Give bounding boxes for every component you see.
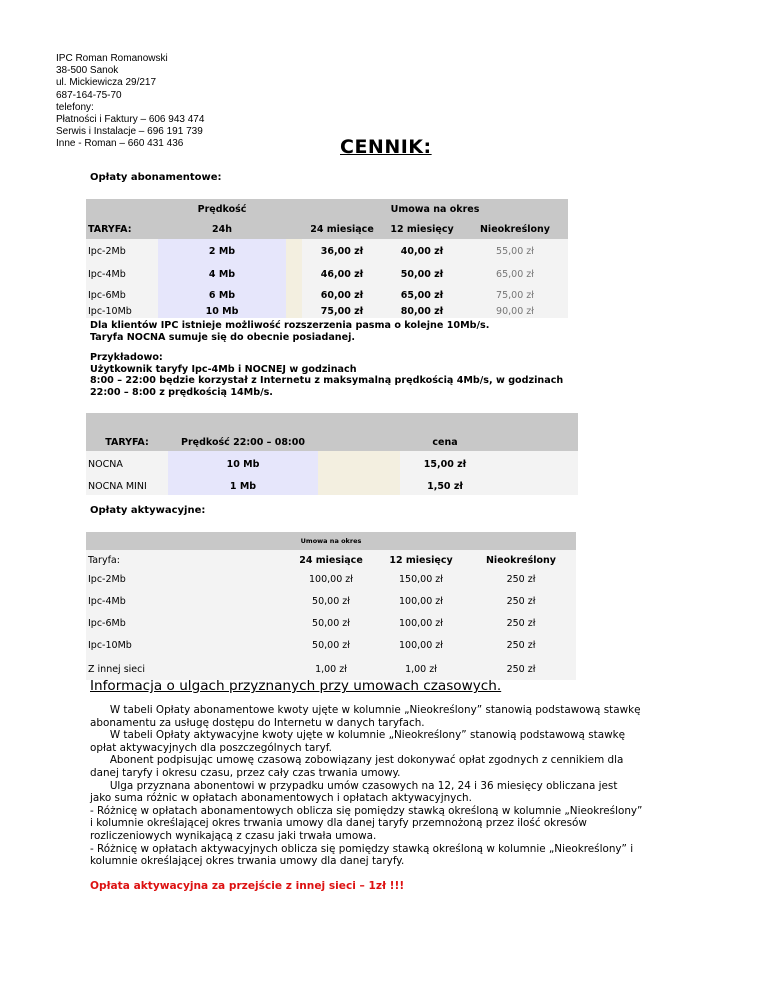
- info-line: rozliczeniowych wynikającą z czasu jaki trwała umowa.: [90, 829, 377, 842]
- price-open-ended: 90,00 zł: [496, 305, 534, 317]
- speed-cell: 4 Mb: [158, 263, 286, 286]
- column-open-ended: Nieokreślony: [485, 554, 557, 566]
- speed-cell: 1 Mb: [168, 477, 318, 495]
- speed-column-header: Prędkość 22:00 – 08:00: [181, 436, 305, 448]
- price-24-months: 1,00 zł: [315, 663, 347, 675]
- tariff-name: Ipc-10Mb: [88, 305, 132, 317]
- note-line: Dla klientów IPC istnieje możliwość rozszerzenia pasma o kolejne 10Mb/s.: [90, 320, 490, 331]
- subscription-table: [86, 199, 568, 318]
- note-line: Taryfa NOCNA sumuje się do obecnie posiadanej.: [90, 331, 356, 343]
- activation-heading: Opłaty aktywacyjne:: [90, 505, 206, 516]
- note-line: Przykładowo:: [90, 352, 163, 363]
- info-line: - Różnicę w opłatach abonamentowych oblicza się pomiędzy stawką określoną w kolumnie „Nieokreślony”: [90, 804, 643, 817]
- table-row: [86, 614, 576, 632]
- info-line: Abonent podpisując umowę czasową zobowiązany jest dokonywać opłat zgodnych z cennikiem dla: [90, 754, 624, 767]
- table-row: [86, 570, 576, 588]
- price-open-ended: 250 zł: [506, 639, 536, 651]
- info-line: W tabeli Opłaty aktywacyjne kwoty ujęte w kolumnie „Nieokreślony” stanowią podstawową stawkę: [90, 729, 625, 742]
- address-line: 687-164-75-70: [56, 89, 122, 101]
- tariff-name: Z innej sieci: [88, 663, 146, 675]
- price-12-months: 150,00 zł: [399, 573, 443, 585]
- info-line: i kolumnie określającej okres trwania umowy dla danej taryfy przemnożoną przez ilość okresów: [90, 817, 587, 830]
- price-24-months: 60,00 zł: [320, 289, 364, 301]
- tariff-column-header: TARYFA:: [88, 223, 132, 235]
- tariff-name: Ipc-4Mb: [88, 269, 126, 280]
- note-line: 22:00 – 8:00 z prędkością 14Mb/s.: [90, 386, 273, 398]
- column-24h: 24h: [212, 223, 232, 235]
- table-row: [86, 451, 578, 477]
- price-cell: 15,00 zł: [423, 458, 467, 470]
- price-open-ended: 55,00 zł: [496, 245, 534, 257]
- price-12-months: 100,00 zł: [399, 617, 443, 629]
- tariff-name: Ipc-6Mb: [88, 617, 126, 629]
- contract-header: Umowa na okres: [390, 203, 480, 215]
- extension-note: [90, 320, 489, 343]
- info-line: W tabeli Opłaty abonamentowe kwoty ujęte w kolumnie „Nieokreślony” stanowią podstawową stawkę: [90, 704, 641, 716]
- price-12-months: 100,00 zł: [399, 595, 443, 607]
- tariff-column-header: TARYFA:: [105, 436, 149, 448]
- info-paragraph: [90, 704, 642, 868]
- night-tariff-table: [86, 413, 578, 495]
- price-open-ended: 65,00 zł: [496, 269, 534, 280]
- table-row: [86, 477, 578, 495]
- price-12-months: 40,00 zł: [400, 245, 444, 257]
- price-12-months: 80,00 zł: [400, 305, 444, 317]
- price-12-months: 65,00 zł: [400, 289, 444, 301]
- table-row: [86, 632, 576, 658]
- tariff-name: NOCNA: [88, 458, 123, 470]
- price-open-ended: 250 zł: [506, 595, 536, 607]
- price-open-ended: 250 zł: [506, 663, 536, 675]
- column-24-months: 24 miesiące: [299, 554, 363, 566]
- price-24-months: 75,00 zł: [320, 305, 364, 317]
- address-block: [56, 53, 204, 151]
- info-line: opłat aktywacyjnych dla poszczególnych taryf.: [90, 741, 332, 754]
- activation-table: [86, 532, 576, 680]
- column-open-ended: Nieokreślony: [479, 223, 551, 235]
- tariff-name: NOCNA MINI: [88, 480, 147, 492]
- page-title: CENNIK:: [340, 136, 432, 158]
- column-24-months: 24 miesiące: [310, 223, 374, 235]
- speed-cell: 2 Mb: [158, 239, 286, 263]
- info-line: kolumnie określającej okres trwania umowy dla danej taryfy.: [90, 855, 405, 868]
- price-12-months: 100,00 zł: [399, 639, 443, 651]
- column-12-months: 12 miesięcy: [390, 223, 454, 235]
- address-line: ul. Mickiewicza 29/217: [56, 77, 157, 89]
- address-line: Serwis i Instalacje – 696 191 739: [56, 126, 203, 138]
- price-24-months: 100,00 zł: [309, 573, 353, 585]
- price-12-months: 50,00 zł: [400, 269, 444, 280]
- info-heading: Informacja o ulgach przyznanych przy umowach czasowych.: [90, 678, 502, 694]
- address-line: Płatności i Faktury – 606 943 474: [56, 114, 205, 126]
- price-24-months: 46,00 zł: [320, 269, 364, 280]
- price-24-months: 50,00 zł: [312, 617, 350, 629]
- address-line: 38-500 Sanok: [56, 65, 119, 77]
- price-open-ended: 250 zł: [506, 573, 536, 585]
- column-12-months: 12 miesięcy: [389, 554, 453, 566]
- info-line: Ulga przyznana abonentowi w przypadku umów czasowych na 12, 24 i 36 miesięcy obliczana jest: [90, 779, 618, 792]
- table-row: [86, 239, 568, 263]
- address-line: IPC Roman Romanowski: [56, 53, 168, 64]
- info-line: danej taryfy i okresu czasu, przez cały czas trwania umowy.: [90, 766, 401, 779]
- tariff-name: Ipc-10Mb: [88, 639, 132, 651]
- table-row: [86, 286, 568, 304]
- tariff-name: Ipc-4Mb: [88, 595, 126, 607]
- info-line: jako suma różnic w opłatach abonamentowych i opłatach aktywacyjnych.: [90, 792, 472, 805]
- table-row: [86, 263, 568, 286]
- contract-header: Umowa na okres: [300, 537, 362, 545]
- info-line: - Różnicę w opłatach aktywacyjnych oblicza się pomiędzy stawką określoną w kolumnie „Nieokreślony” i: [90, 842, 634, 855]
- tariff-name: Ipc-2Mb: [88, 245, 126, 257]
- subscription-heading: Opłaty abonamentowe:: [90, 172, 222, 183]
- table-row: [86, 658, 576, 680]
- speed-cell: 10 Mb: [158, 304, 286, 318]
- speed-header: Prędkość: [197, 203, 247, 215]
- note-line: Użytkownik taryfy Ipc-4Mb i NOCNEJ w godzinach: [90, 363, 357, 375]
- info-line: abonamentu za usługę dostępu do Internetu w danych taryfach.: [90, 716, 425, 729]
- table-row: [86, 588, 576, 614]
- price-12-months: 1,00 zł: [405, 663, 437, 675]
- price-24-months: 36,00 zł: [320, 245, 364, 257]
- tariff-name: Ipc-2Mb: [88, 573, 126, 585]
- tariff-column-header: Taryfa:: [88, 554, 120, 566]
- table-row: [86, 304, 568, 318]
- example-note: [90, 352, 563, 398]
- note-line: 8:00 – 22:00 będzie korzystał z Internetu z maksymalną prędkością 4Mb/s, w godzinach: [90, 375, 564, 387]
- price-column-header: cena: [432, 436, 458, 448]
- speed-cell: 6 Mb: [158, 286, 286, 304]
- price-open-ended: 75,00 zł: [496, 289, 534, 301]
- price-open-ended: 250 zł: [506, 617, 536, 629]
- activation-promo-note: Opłata aktywacyjna za przejście z innej sieci – 1zł !!!: [90, 880, 405, 892]
- address-line: telefony:: [56, 101, 94, 113]
- tariff-name: Ipc-6Mb: [88, 289, 126, 301]
- price-cell: 1,50 zł: [427, 480, 463, 492]
- speed-cell: 10 Mb: [168, 451, 318, 477]
- price-24-months: 50,00 zł: [312, 639, 350, 651]
- price-24-months: 50,00 zł: [312, 595, 350, 607]
- address-line: Inne - Roman – 660 431 436: [56, 138, 184, 150]
